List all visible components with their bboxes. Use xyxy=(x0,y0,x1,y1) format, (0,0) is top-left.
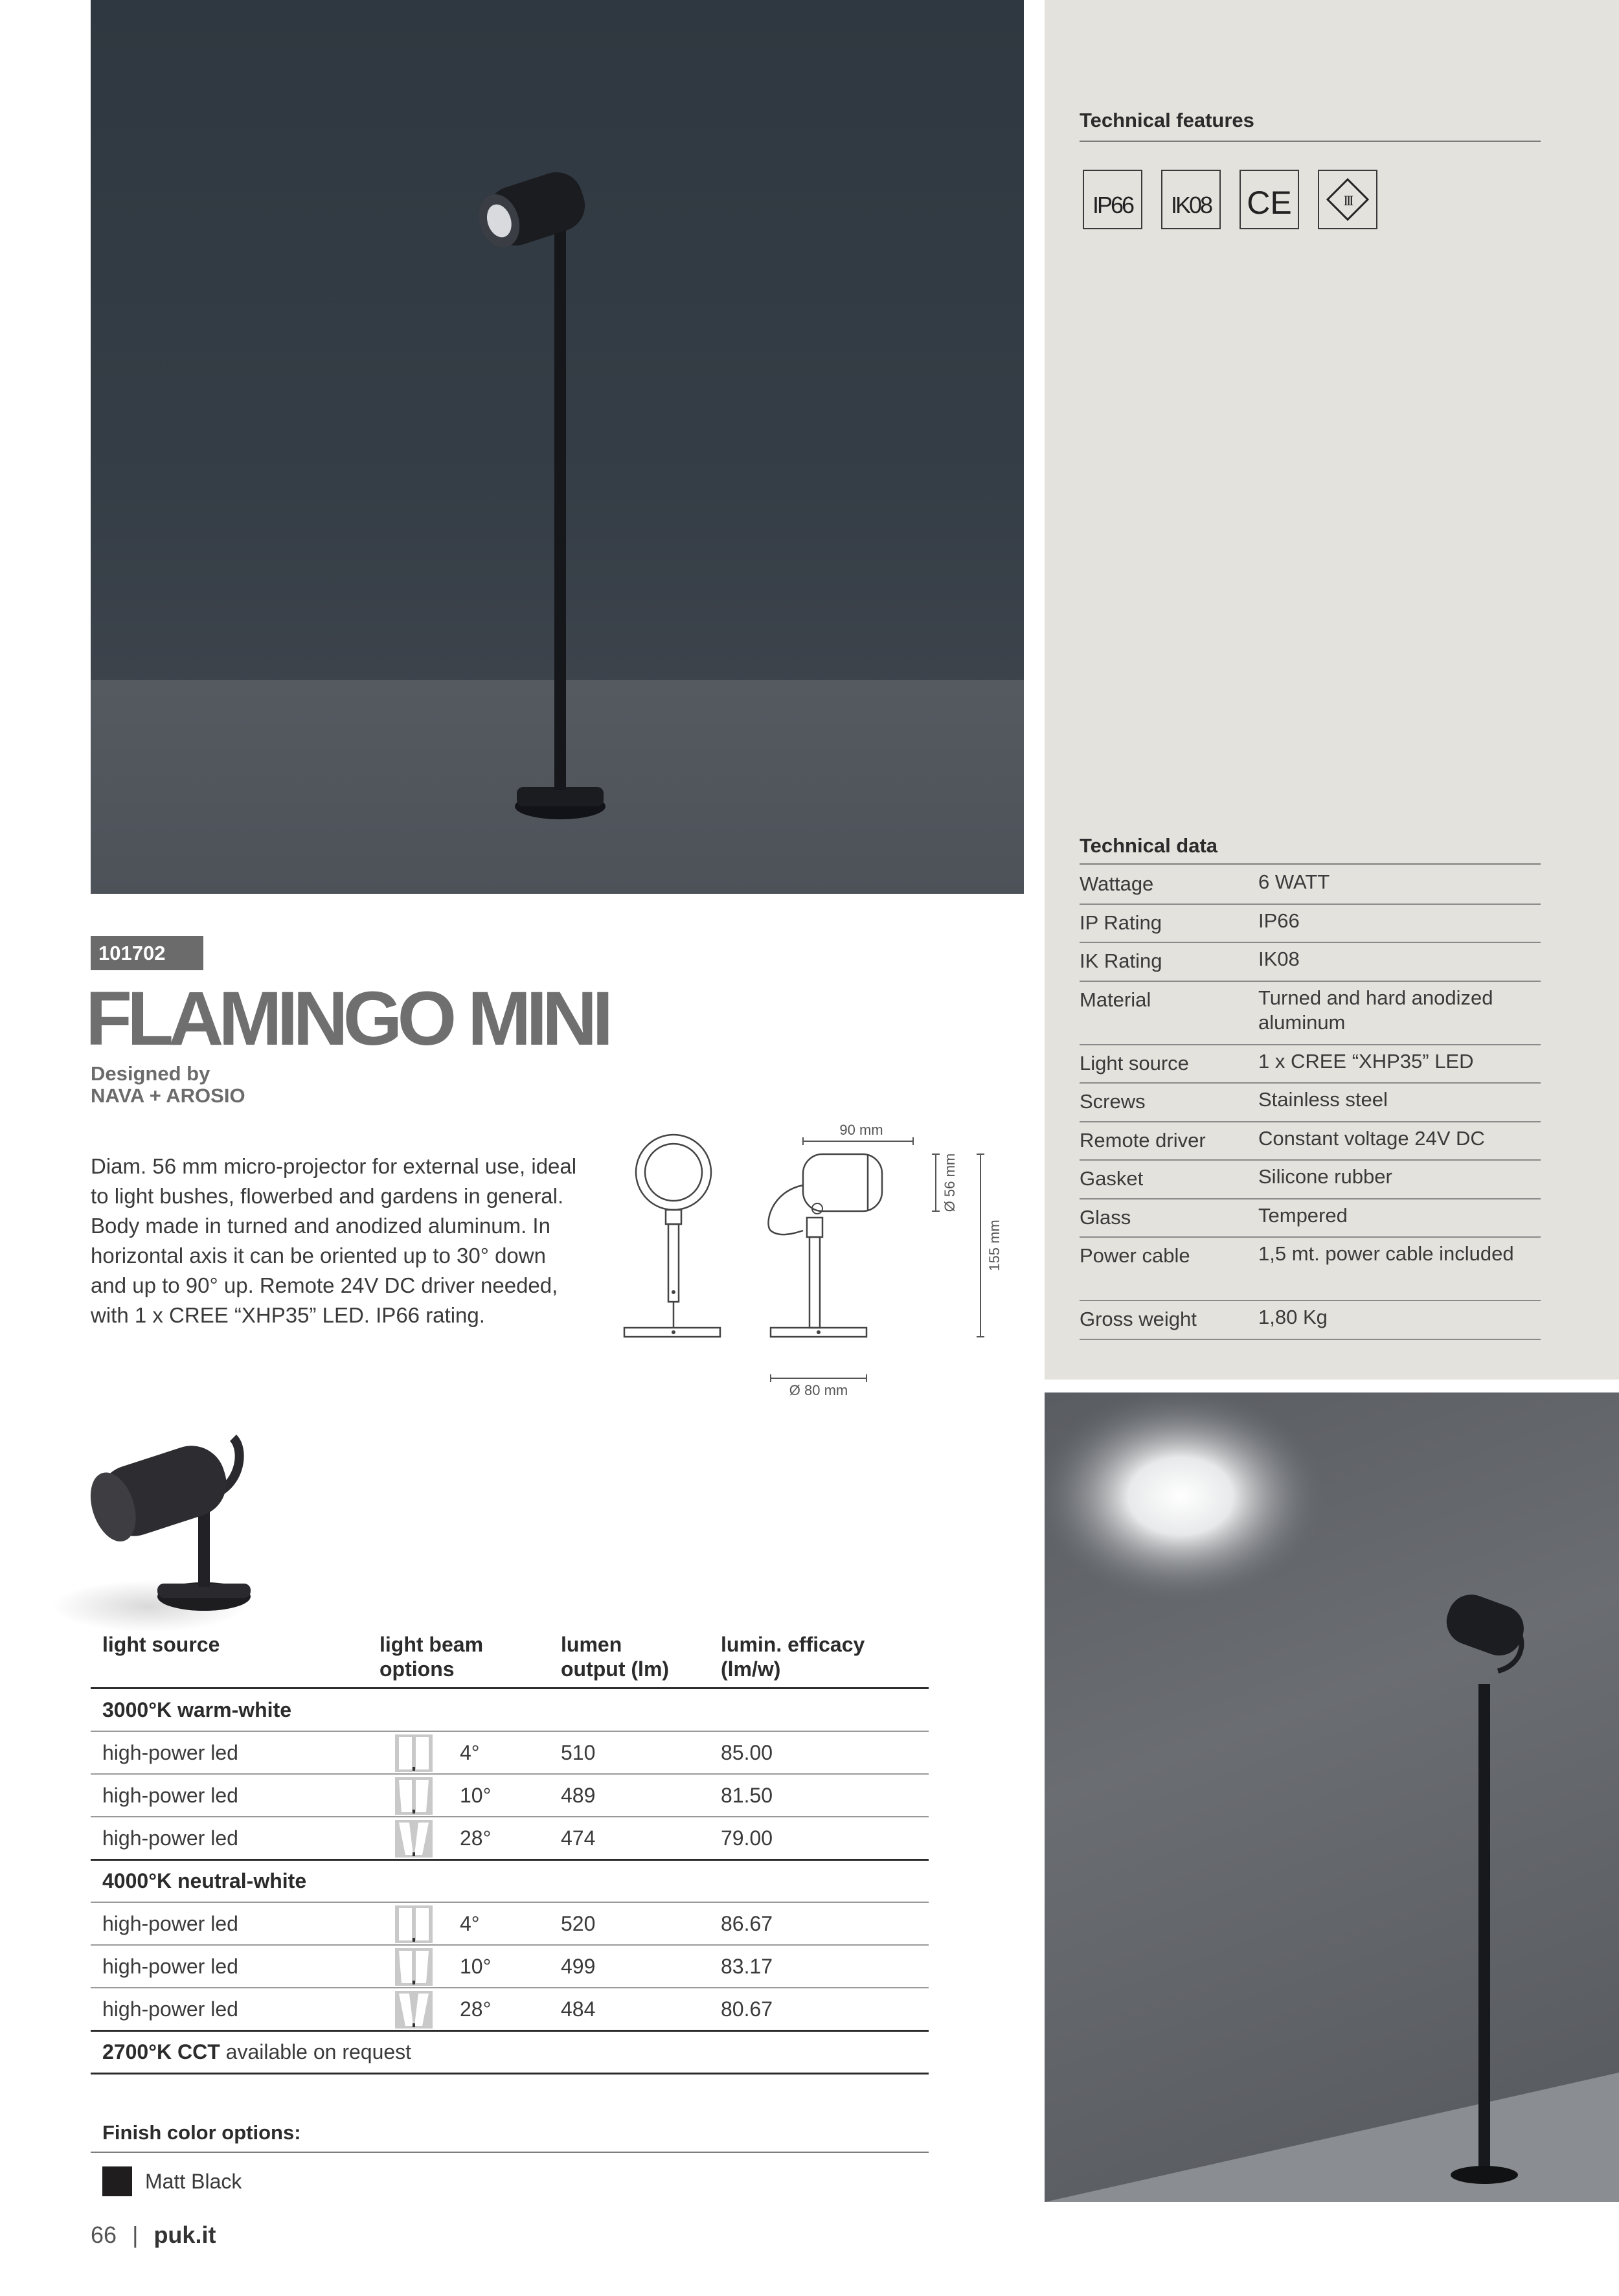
cell-lumen: 489 xyxy=(561,1784,596,1807)
technical-data-row xyxy=(1080,1300,1541,1340)
width-dimension: 90 mm xyxy=(839,1122,883,1138)
cct-note-bold: 2700°K CCT xyxy=(102,2040,220,2063)
technical-data-label: Power cable xyxy=(1080,1244,1190,1267)
col-header-beam: light beam options xyxy=(379,1633,484,1681)
table-row xyxy=(91,1946,929,1988)
beam-angle-icon xyxy=(395,1991,433,2029)
technical-data-value: 1 x CREE “XHP35” LED xyxy=(1258,1049,1474,1073)
cell-efficacy: 85.00 xyxy=(721,1741,773,1764)
finish-title: Finish color options: xyxy=(102,2121,301,2144)
technical-data-value: Silicone rubber xyxy=(1258,1165,1392,1188)
cell-source: high-power led xyxy=(102,1912,238,1935)
col-header-efficacy: lumin. efficacy (lm/w) xyxy=(721,1633,865,1681)
cell-source: high-power led xyxy=(102,1955,238,1978)
technical-data-value: 1,5 mt. power cable included xyxy=(1258,1242,1514,1265)
col-header-lumen: lumen output (lm) xyxy=(561,1633,670,1681)
technical-data-label: Wattage xyxy=(1080,872,1154,895)
product-hero-photo xyxy=(91,0,1024,894)
technical-data-title: Technical data xyxy=(1080,834,1218,857)
page-footer xyxy=(91,2222,216,2249)
height-dimension: 155 mm xyxy=(986,1220,1002,1271)
technical-data-label: Gross weight xyxy=(1080,1308,1197,1330)
technical-data-row xyxy=(1080,1236,1541,1301)
technical-data-value: IK08 xyxy=(1258,948,1300,970)
technical-data-row xyxy=(1080,942,1541,982)
head-diameter-dimension: Ø 56 mm xyxy=(942,1153,958,1212)
technical-data-row xyxy=(1080,1082,1541,1122)
cell-source: high-power led xyxy=(102,1997,238,2021)
technical-data-label: Light source xyxy=(1080,1051,1189,1074)
ce-mark-icon: CE xyxy=(1240,170,1299,229)
technical-data-label: Remote driver xyxy=(1080,1128,1206,1152)
technical-data-row xyxy=(1080,1159,1541,1199)
cell-beam: 10° xyxy=(460,1784,492,1807)
installation-photo xyxy=(1045,1392,1619,2202)
designer-name: NAVA + AROSIO xyxy=(91,1084,245,1107)
technical-data-row xyxy=(1080,865,1541,905)
technical-data-value: IP66 xyxy=(1258,909,1300,932)
technical-data-row xyxy=(1080,1044,1541,1084)
table-row xyxy=(91,1817,929,1861)
divider xyxy=(1080,141,1541,142)
table-row xyxy=(91,1988,929,2032)
technical-data-value: 6 WATT xyxy=(1258,870,1330,893)
technical-data-row xyxy=(1080,1198,1541,1238)
group-row-3000k xyxy=(91,1689,929,1732)
beam-angle-icon xyxy=(395,1734,433,1772)
table-row xyxy=(91,1775,929,1817)
cct-note xyxy=(102,2040,411,2064)
beam-angle-icon xyxy=(395,1777,433,1815)
cell-lumen: 510 xyxy=(561,1741,596,1764)
cell-beam: 4° xyxy=(460,1912,480,1935)
cell-beam: 28° xyxy=(460,1826,492,1850)
ik08-badge: IK08 xyxy=(1161,170,1221,229)
technical-data-value: Turned and hard anodized aluminum xyxy=(1258,986,1493,1034)
table-row xyxy=(91,1903,929,1946)
group-row-4000k xyxy=(91,1860,929,1903)
divider xyxy=(91,2152,929,2153)
cell-lumen: 520 xyxy=(561,1912,596,1935)
cell-lumen: 499 xyxy=(561,1955,596,1978)
footer-separator: | xyxy=(132,2222,139,2248)
technical-features-title: Technical features xyxy=(1080,109,1254,131)
cell-efficacy: 86.67 xyxy=(721,1912,773,1935)
cell-source: high-power led xyxy=(102,1741,238,1764)
product-code: 101702 xyxy=(91,936,203,970)
product-description: Diam. 56 mm micro-projector for external use, ideal to light bushes, flowerbed and gardens in general. Body made in turned and anodized aluminum. In horizontal axis it can be oriented up to 30° down and up to 90° up. Remote 24V DC driver needed, with 1 x CREE “XHP35” LED. IP66 rating. xyxy=(91,1154,577,1327)
base-diameter-dimension: Ø 80 mm xyxy=(789,1382,848,1398)
group-label: 4000°K neutral-white xyxy=(102,1869,307,1892)
technical-data-label: Screws xyxy=(1080,1090,1146,1113)
technical-data-label: Gasket xyxy=(1080,1167,1144,1190)
dimension-drawing xyxy=(609,1120,1010,1405)
cell-beam: 4° xyxy=(460,1741,480,1764)
technical-data-label: Glass xyxy=(1080,1205,1131,1229)
ip66-badge: IP66 xyxy=(1083,170,1142,229)
technical-data-label: IK Rating xyxy=(1080,949,1162,972)
technical-data-row xyxy=(1080,1121,1541,1161)
designed-by-label: Designed by xyxy=(91,1062,210,1085)
technical-data-label: IP Rating xyxy=(1080,911,1162,934)
product-detail-photo xyxy=(45,1380,278,1639)
beam-angle-icon xyxy=(395,1820,433,1858)
cell-source: high-power led xyxy=(102,1784,238,1807)
cct-note-row xyxy=(91,2031,929,2074)
cell-beam: 28° xyxy=(460,1997,492,2021)
technical-data-value: Stainless steel xyxy=(1258,1088,1388,1111)
cell-efficacy: 81.50 xyxy=(721,1784,773,1807)
cct-note-text: available on request xyxy=(220,2040,412,2063)
page-number: 66 xyxy=(91,2222,117,2248)
cell-lumen: 474 xyxy=(561,1826,596,1850)
cell-beam: 10° xyxy=(460,1955,492,1978)
technical-data-row xyxy=(1080,981,1541,1045)
footer-site-link[interactable]: puk.it xyxy=(153,2222,216,2248)
svg-text:III: III xyxy=(1343,192,1352,209)
finish-label: Matt Black xyxy=(145,2170,242,2193)
technical-data-row xyxy=(1080,904,1541,944)
technical-data-value: Constant voltage 24V DC xyxy=(1258,1126,1485,1150)
product-name: FLAMINGO MINI xyxy=(85,976,609,1062)
class-iii-icon xyxy=(1318,170,1377,229)
cell-source: high-power led xyxy=(102,1826,238,1850)
technical-data-label: Material xyxy=(1080,988,1151,1011)
finish-swatch-matt-black xyxy=(102,2166,132,2196)
cell-efficacy: 83.17 xyxy=(721,1955,773,1978)
cell-lumen: 484 xyxy=(561,1997,596,2021)
technical-data-value: Tempered xyxy=(1258,1203,1348,1227)
table-row xyxy=(91,1732,929,1775)
beam-angle-icon xyxy=(395,1905,433,1943)
col-header-source: light source xyxy=(102,1633,220,1656)
cell-efficacy: 79.00 xyxy=(721,1826,773,1850)
beam-angle-icon xyxy=(395,1948,433,1986)
cell-efficacy: 80.67 xyxy=(721,1997,773,2021)
technical-data-value: 1,80 Kg xyxy=(1258,1306,1328,1328)
group-label: 3000°K warm-white xyxy=(102,1698,292,1722)
